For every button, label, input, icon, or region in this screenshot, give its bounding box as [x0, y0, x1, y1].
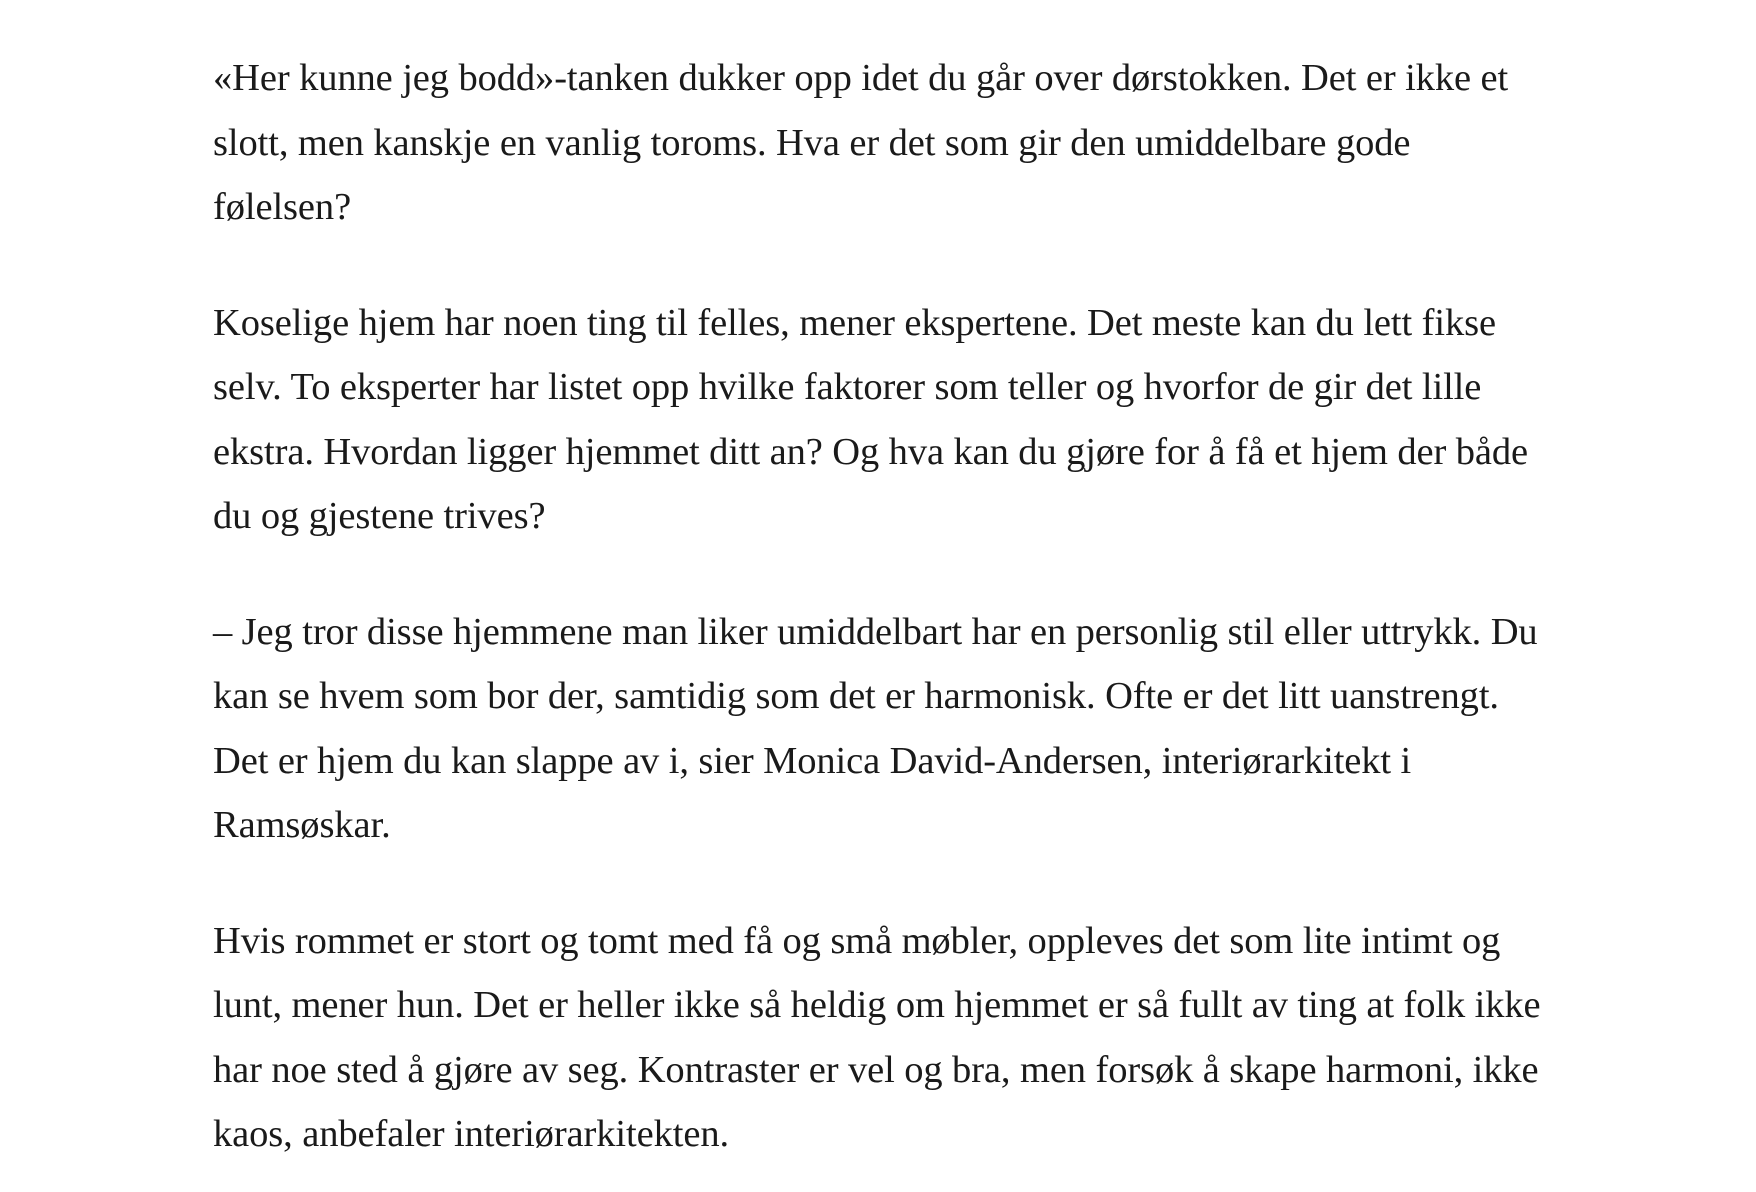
article-paragraph-experts: Koselige hjem har noen ting til felles, mener ekspertene. Det meste kan du lett fikse selv. To eksperter har listet opp hvilke faktorer som teller og hvorfor de gir det lille ekstra. Hvordan ligger hjemmet ditt an? Og hva kan du gjøre for å få et hjem der både du og gjestene trives?	[213, 301, 1528, 537]
article-paragraph-quote: – Jeg tror disse hjemmene man liker umiddelbart har en personlig stil eller uttrykk. Du kan se hvem som bor der, samtidig som det er harmonisk. Ofte er det litt uanstrengt. Det er hjem du kan slappe av i, sier Monica David-Andersen, interiørarkitekt i Ramsøskar.	[213, 610, 1538, 846]
article-paragraph-intro: «Her kunne jeg bodd»-tanken dukker opp idet du går over dørstokken. Det er ikke et slott, men kanskje en vanlig toroms. Hva er det som gir den umiddelbare gode følelsen?	[213, 57, 1509, 228]
article-body	[213, 46, 1553, 1167]
article-paragraph-advice: Hvis rommet er stort og tomt med få og små møbler, oppleves det som lite intimt og lunt, mener hun. Det er heller ikke så heldig om hjemmet er så fullt av ting at folk ikke har noe sted å gjøre av seg. Kontraster er vel og bra, men forsøk å skape harmoni, ikke kaos, anbefaler interiørarkitekten.	[213, 919, 1541, 1155]
